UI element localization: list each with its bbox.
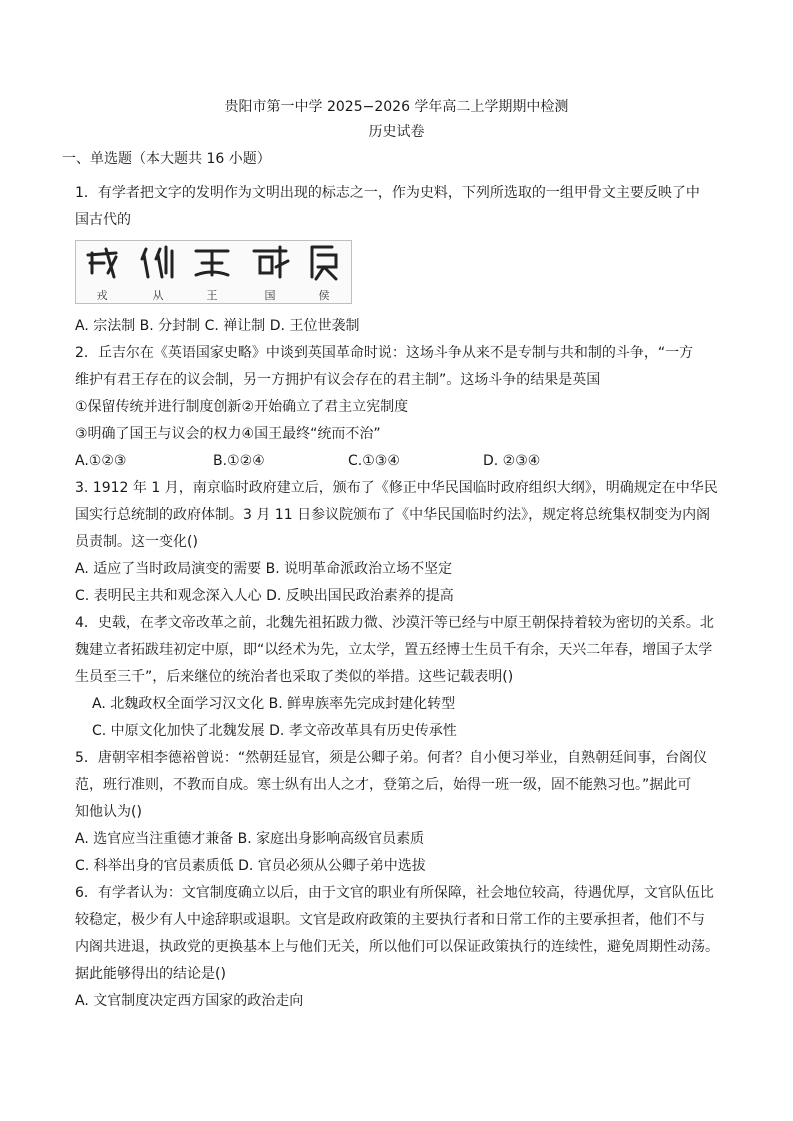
oracle-glyph-guo-icon [248, 243, 292, 283]
glyph-label-guo: 国 [264, 289, 276, 302]
q3-options-ab: A. 适应了当时政局演变的需要 B. 说明革命派政治立场不坚定 [75, 561, 453, 577]
oracle-glyph-wang-icon [190, 243, 234, 283]
q2-stem-line1: 2．丘吉尔在《英语国家史略》中谈到英国革命时说：这场斗争从来不是专制与共和制的斗争，“一方 [75, 345, 694, 361]
q2-option-b: B.①②④ [213, 453, 265, 469]
q6-stem-line3: 内阁共进退，执政党的更换基本上与他们无关，所以他们可以保证政策执行的连续性，避免周期性动荡。 [75, 939, 719, 955]
glyph-label-rong: 戎 [96, 289, 108, 302]
q2-statement-line2: ③明确了国王与议会的权力④国王最终“统而不治” [75, 426, 381, 442]
q6-stem-line2: 较稳定，极少有人中途辞职或退职。文官是政府政策的主要执行者和日常工作的主要承担者，他们不与 [75, 912, 705, 928]
exam-subtitle: 历史试卷 [368, 124, 425, 140]
oracle-bone-image [75, 240, 352, 304]
exam-title: 贵阳市第一中学 2025−2026 学年高二上学期期中检测 [224, 99, 569, 115]
q2-options [75, 451, 595, 471]
q1-stem-line1: 1．有学者把文字的发明作为文明出现的标志之一，作为史料，下列所选取的一组甲骨文主要反映了中 [75, 185, 700, 201]
q6-stem-line4: 据此能够得出的结论是() [75, 966, 226, 982]
q5-options-cd: C. 科举出身的官员素质低 D. 官员必须从公卿子弟中选拔 [75, 858, 426, 874]
oracle-glyph-hou-icon [302, 243, 346, 283]
q2-option-d: D. ②③④ [483, 453, 541, 469]
q5-stem-line2: 范，班行准则，不教而自成。寒士纵有出人之才，登第之后，始得一班一级，固不能熟习也。”据此可 [75, 777, 692, 793]
q4-stem-line1: 4．史载，在孝文帝改革之前，北魏先祖拓跋力微、沙漠汗等已经与中原王朝保持着较为密切的关系。北 [75, 615, 714, 631]
q4-options-cd: C. 中原文化加快了北魏发展 D. 孝文帝改革具有历史传承性 [92, 723, 457, 739]
q5-stem-line3: 知他认为() [75, 804, 142, 820]
q3-stem-line3: 员责制。这一变化() [75, 534, 198, 550]
q4-options-ab: A. 北魏政权全面学习汉文化 B. 鲜卑族率先完成封建化转型 [92, 696, 456, 712]
oracle-glyph-rong-icon [80, 243, 124, 283]
q2-statement-line1: ①保留传统并进行制度创新②开始确立了君主立宪制度 [75, 399, 409, 415]
q2-stem-line2: 维护有君王存在的议会制，另一方拥护有议会存在的君主制”。这场斗争的结果是英国 [75, 372, 601, 388]
q3-stem-line1: 3. 1912 年 1 月，南京临时政府建立后，颁布了《修正中华民国临时政府组织大纲》，明确规定在中华民 [75, 480, 718, 496]
oracle-glyph-cong-icon [136, 243, 180, 283]
q1-stem-line2: 国古代的 [75, 212, 131, 228]
q6-stem-line1: 6．有学者认为：文官制度确立以后，由于文官的职业有所保障，社会地位较高，待遇优厚，文官队伍比 [75, 885, 714, 901]
q4-stem-line2: 魏建立者拓跋珪初定中原，即“以经术为先，立太学，置五经博士生员千有余，天兴二年春，增国子太学 [75, 642, 713, 658]
q5-stem-line1: 5．唐朝宰相李德裕曾说：“然朝廷显官，须是公卿子弟。何者？自小便习举业，自熟朝廷间事，台阁仪 [75, 750, 708, 766]
q4-stem-line3: 生员至三千”，后来继位的统治者也采取了类似的举措。这些记载表明() [75, 669, 514, 685]
q1-options: A. 宗法制 B. 分封制 C. 禅让制 D. 王位世袭制 [75, 318, 360, 334]
q2-option-c: C.①③④ [348, 453, 400, 469]
glyph-label-cong: 从 [152, 289, 164, 302]
section-heading: 一、单选题（本大题共 16 小题） [62, 151, 271, 167]
glyph-label-wang: 王 [206, 289, 218, 302]
q3-stem-line2: 国实行总统制的政府体制。3 月 11 日参议院颁布了《中华民国临时约法》，规定将总统集权制变为内阁 [75, 507, 711, 523]
q6-option-a: A. 文官制度决定西方国家的政治走向 [75, 993, 304, 1009]
q3-options-cd: C. 表明民主共和观念深入人心 D. 反映出国民政治素养的提高 [75, 588, 454, 604]
glyph-label-hou: 侯 [318, 289, 330, 302]
q5-options-ab: A. 选官应当注重德才兼备 B. 家庭出身影响高级官员素质 [75, 831, 425, 847]
q2-option-a: A.①②③ [75, 453, 127, 469]
